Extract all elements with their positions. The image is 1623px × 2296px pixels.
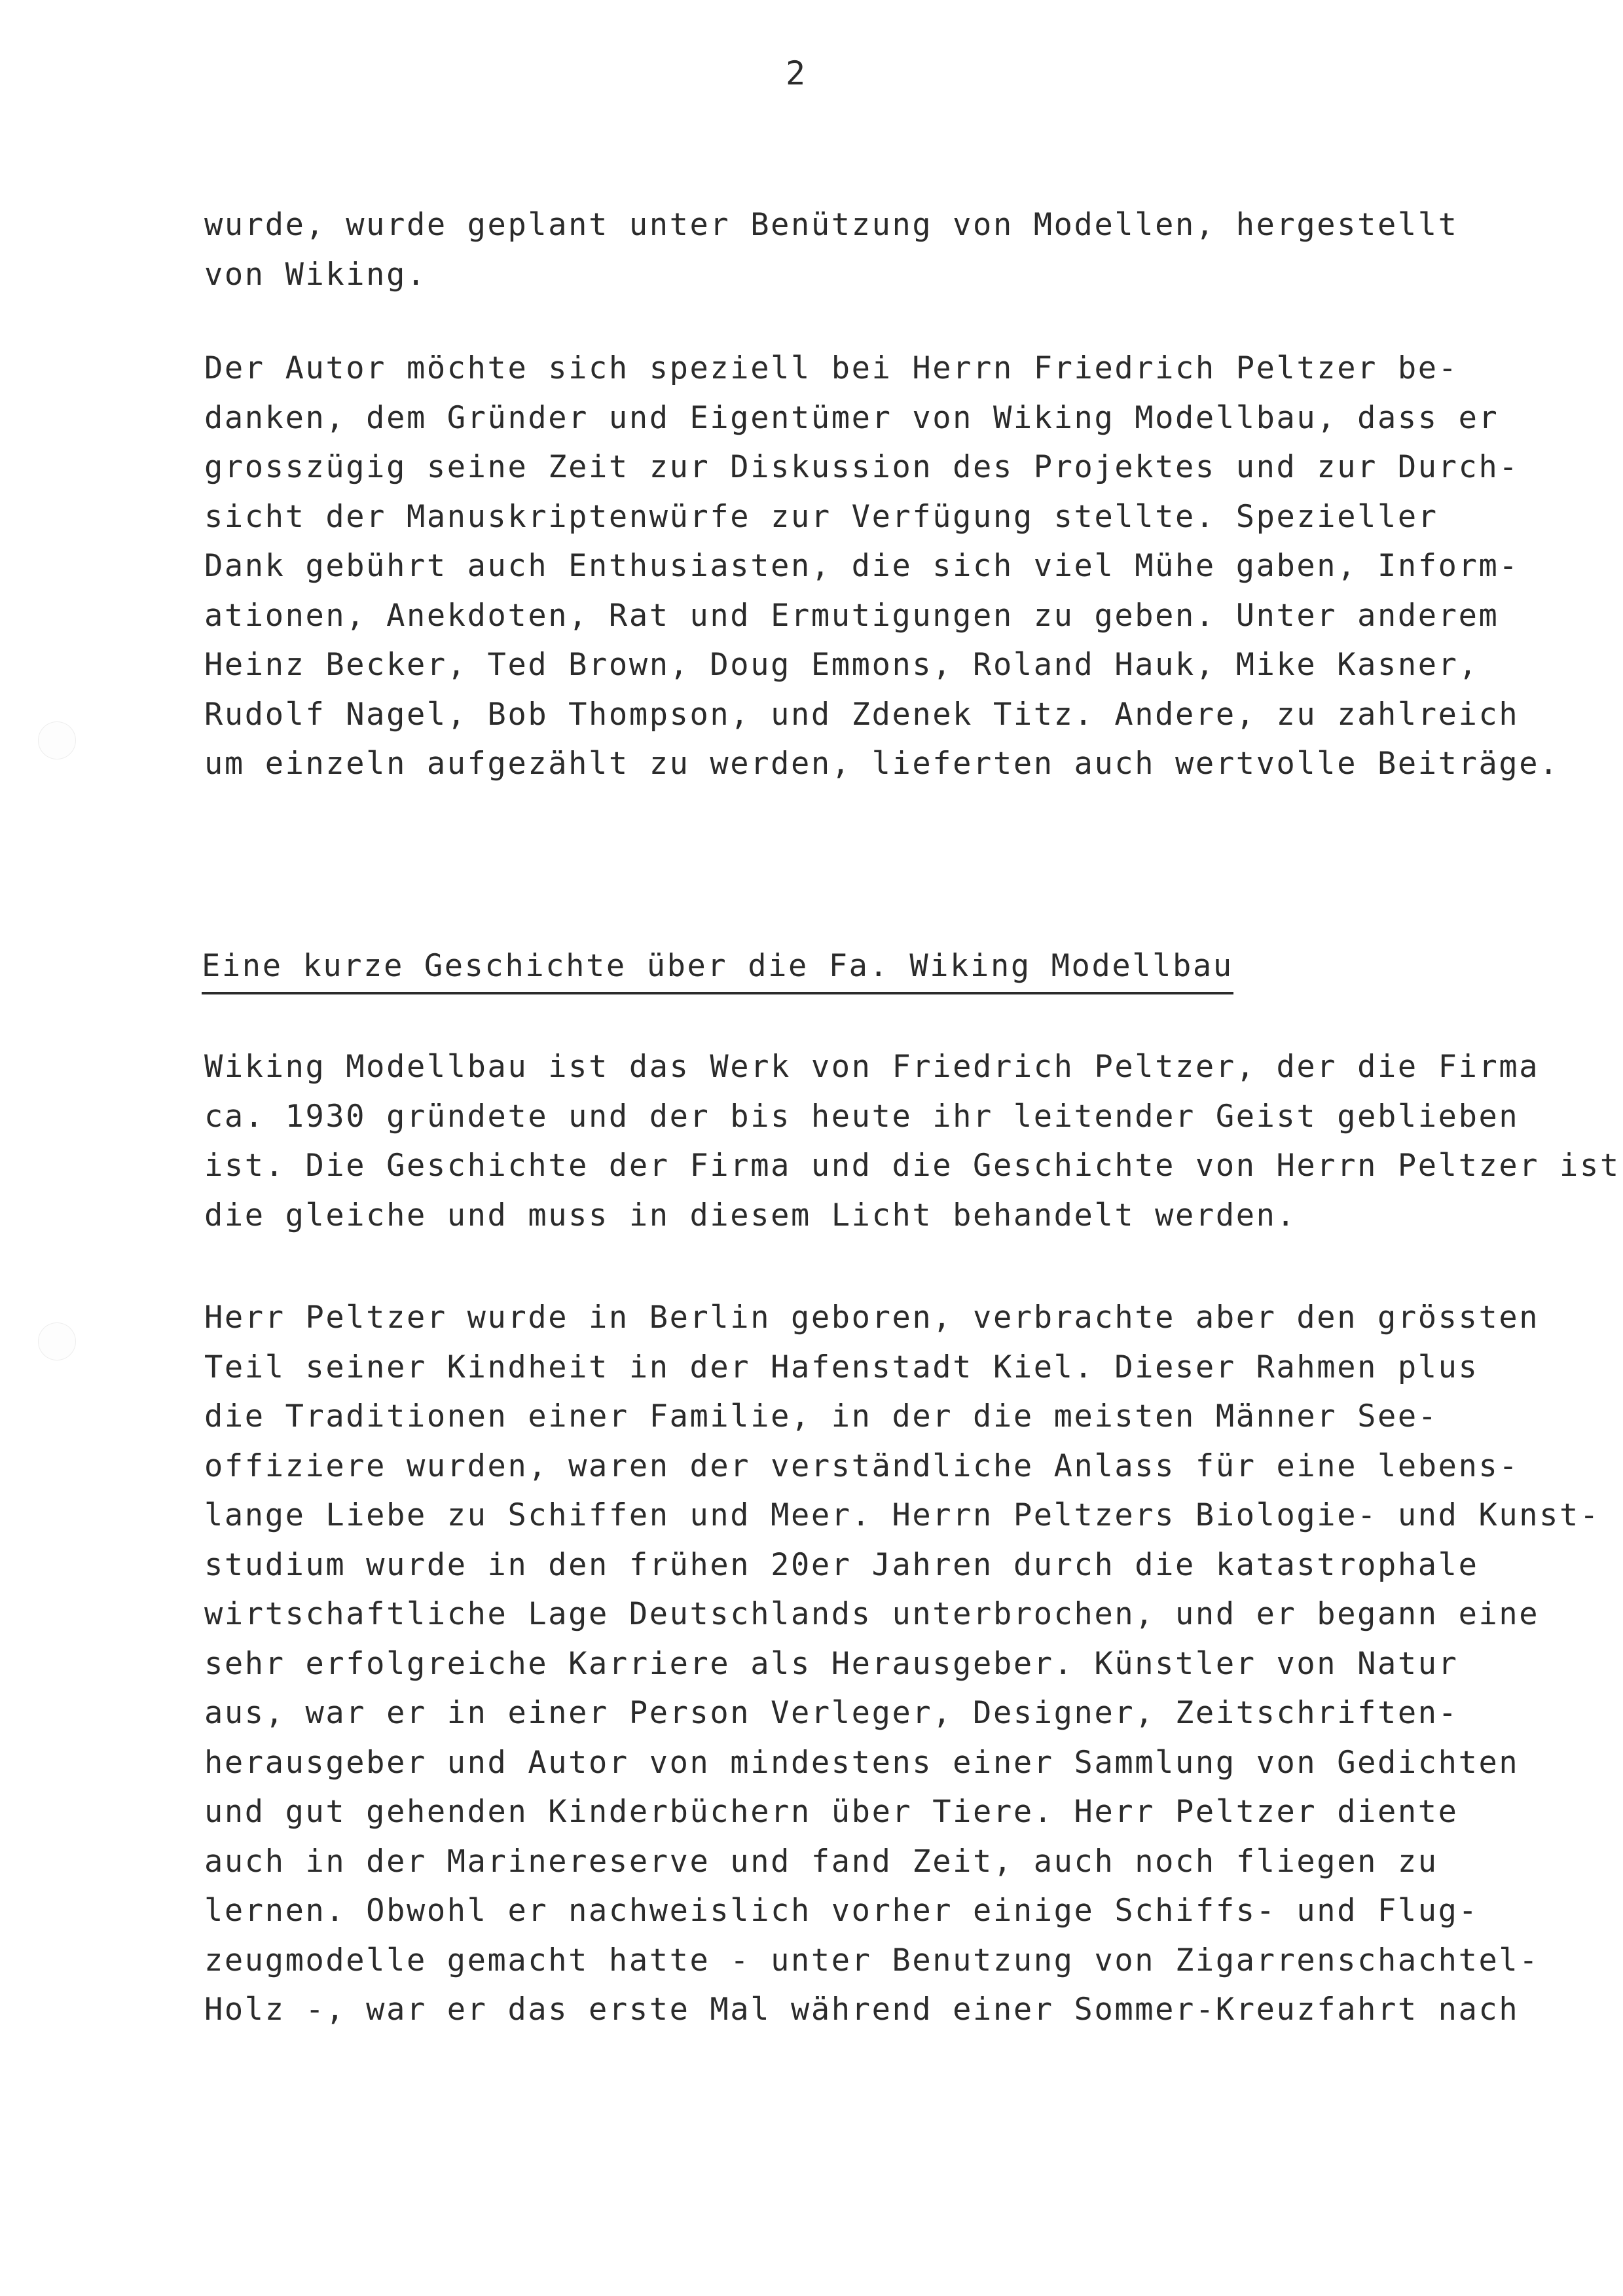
paragraph-intro-continuation [204,200,1605,299]
section-heading: Eine kurze Geschichte über die Fa. Wiking Modellbau [202,941,1233,994]
page-number: 2 [786,54,806,92]
text-line: ationen, Anekdoten, Rat und Ermutigungen zu geben. Unter anderem [204,597,1499,634]
text-line: sicht der Manuskriptenwürfe zur Verfügung stellte. Spezieller [204,498,1438,535]
text-line: Rudolf Nagel, Bob Thompson, und Zdenek Titz. Andere, zu zahlreich [204,696,1520,733]
text-line: ca. 1930 gründete und der bis heute ihr leitender Geist geblieben [204,1098,1520,1135]
paragraph-acknowledgements [204,344,1605,789]
text-line: grosszügig seine Zeit zur Diskussion des Projektes und zur Durch- [204,449,1520,485]
punch-hole-mark [38,1322,76,1360]
text-line: Dank gebührt auch Enthusiasten, die sich viel Mühe gaben, Inform- [204,548,1520,584]
text-line: zeugmodelle gemacht hatte - unter Benutzung von Zigarrenschachtel- [204,1942,1540,1978]
text-line: aus, war er in einer Person Verleger, Designer, Zeitschriften- [204,1695,1459,1731]
text-line: lernen. Obwohl er nachweislich vorher einige Schiffs- und Flug- [204,1893,1479,1929]
text-line: und gut gehenden Kinderbüchern über Tiere. Herr Peltzer diente [204,1794,1459,1830]
text-line: lange Liebe zu Schiffen und Meer. Herrn Peltzers Biologie- und Kunst- [204,1497,1600,1533]
text-line: Der Autor möchte sich speziell bei Herrn Friedrich Peltzer be- [204,350,1459,386]
text-line: Holz -, war er das erste Mal während einer Sommer-Kreuzfahrt nach [204,1992,1520,2028]
text-line: auch in der Marinereserve und fand Zeit, auch noch fliegen zu [204,1843,1438,1880]
text-line: ist. Die Geschichte der Firma und die Geschichte von Herrn Peltzer ist [204,1148,1620,1184]
text-line: herausgeber und Autor von mindestens einer Sammlung von Gedichten [204,1744,1520,1781]
paragraph-biography [204,1293,1605,2035]
text-line: sehr erfolgreiche Karriere als Herausgeber. Künstler von Natur [204,1645,1459,1682]
text-line: um einzeln aufgezählt zu werden, lieferten auch wertvolle Beiträge. [204,746,1560,782]
text-line: offiziere wurden, waren der verständliche Anlass für eine lebens- [204,1448,1520,1484]
text-line: wurde, wurde geplant unter Benützung von Modellen, hergestellt [204,207,1459,243]
text-line: die gleiche und muss in diesem Licht behandelt werden. [204,1197,1297,1233]
text-line: von Wiking. [204,256,427,293]
text-line: Heinz Becker, Ted Brown, Doug Emmons, Roland Hauk, Mike Kasner, [204,647,1479,683]
text-line: wirtschaftliche Lage Deutschlands unterbrochen, und er begann eine [204,1596,1540,1632]
text-line: danken, dem Gründer und Eigentümer von Wiking Modellbau, dass er [204,399,1499,436]
paragraph-company-intro [204,1042,1620,1240]
text-line: Herr Peltzer wurde in Berlin geboren, verbrachte aber den grössten [204,1300,1540,1336]
text-line: Teil seiner Kindheit in der Hafenstadt Kiel. Dieser Rahmen plus [204,1349,1479,1385]
text-line: Wiking Modellbau ist das Werk von Friedrich Peltzer, der die Firma [204,1049,1540,1085]
punch-hole-mark [38,721,76,759]
text-line: studium wurde in den frühen 20er Jahren durch die katastrophale [204,1546,1479,1583]
text-line: die Traditionen einer Familie, in der die meisten Männer See- [204,1398,1438,1434]
